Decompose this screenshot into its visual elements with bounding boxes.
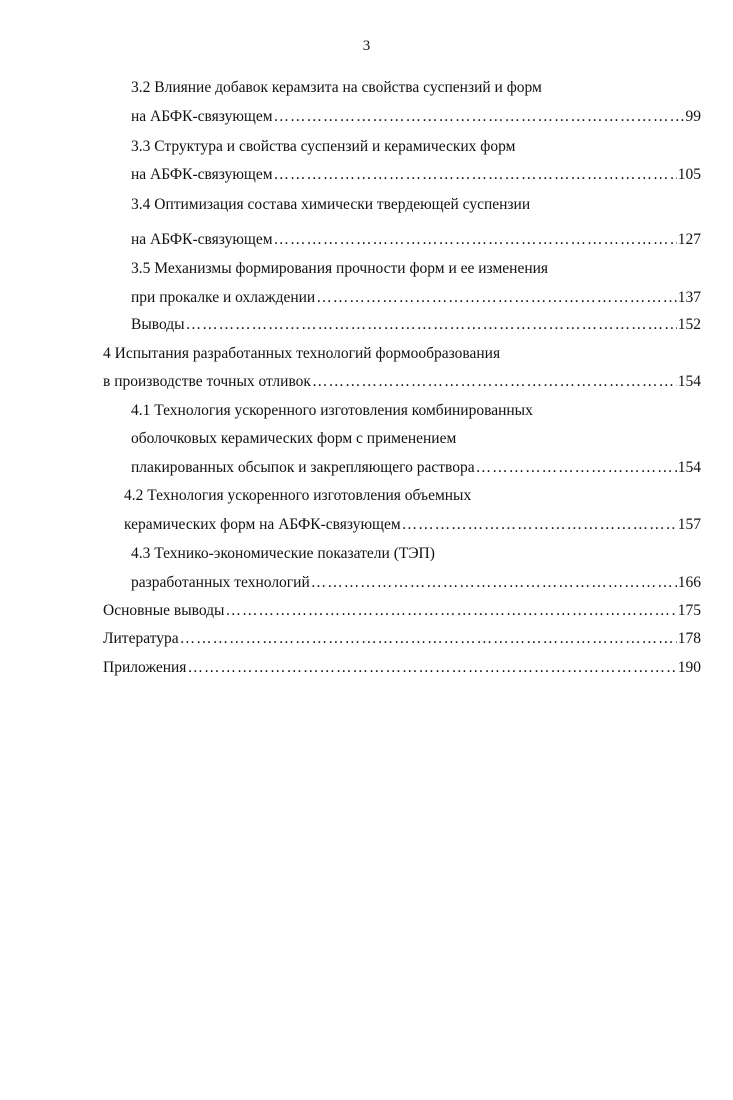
toc-leader-dots [225, 600, 676, 622]
toc-entry-text: 3.3 Структура и свойства суспензий и керамических форм [131, 138, 516, 155]
toc-entry-text: в производстве точных отливок [103, 373, 311, 390]
toc-leader-dots [187, 657, 676, 679]
toc-entry-heading [103, 343, 701, 365]
toc-entry [131, 164, 701, 186]
toc-entry-text: оболочковых керамических форм с применением [131, 430, 457, 447]
toc-entry-page: 178 [677, 630, 701, 647]
toc-leader-dots [311, 572, 677, 594]
page-number: 3 [362, 38, 371, 54]
toc-entry-page: 175 [677, 602, 701, 619]
toc-entry-text: керамических форм на АБФК-связующем [124, 516, 401, 533]
toc-entry-text: 4 Испытания разработанных технологий формообразования [103, 345, 501, 362]
toc-entry-text: при прокалке и охлаждении [131, 289, 316, 306]
toc-entry-text: 3.4 Оптимизация состава химически твердеющей суспензии [131, 196, 531, 213]
toc-entry [103, 600, 701, 622]
toc-entry [124, 514, 701, 536]
toc-entry-page: 99 [685, 108, 701, 125]
toc-entry-text: Литература [103, 630, 179, 647]
toc-entry-text: на АБФК-связующем [131, 108, 273, 125]
toc-leader-dots [312, 371, 677, 393]
toc-entry-text: 4.1 Технология ускоренного изготовления комбинированных [131, 402, 533, 419]
toc-entry-page: 127 [677, 231, 701, 248]
toc-entry-text: 4.3 Технико-экономические показатели (ТЭП) [131, 545, 435, 562]
toc-entry-text: на АБФК-связующем [131, 166, 273, 183]
toc-entry [103, 657, 701, 679]
toc-entry [131, 572, 701, 594]
toc-entry-heading [131, 543, 701, 565]
toc-leader-dots [274, 106, 685, 128]
toc-entry-text: Выводы [131, 316, 185, 333]
toc-entry [131, 457, 701, 479]
toc-entry-page: 166 [677, 574, 701, 591]
toc-entry-heading [131, 258, 701, 280]
toc-leader-dots [274, 229, 677, 251]
toc-entry-page: 154 [677, 459, 701, 476]
toc-entry-page: 154 [677, 373, 701, 390]
toc-entry-heading [131, 428, 701, 450]
toc-entry-heading [131, 77, 701, 99]
toc-entry-text: на АБФК-связующем [131, 231, 273, 248]
toc-entry-page: 157 [677, 516, 701, 533]
toc-leader-dots [186, 314, 677, 336]
toc-entry [103, 371, 701, 393]
toc-entry-page: 152 [677, 316, 701, 333]
toc-leader-dots [316, 287, 677, 309]
toc-entry-page: 137 [677, 289, 701, 306]
toc-entry-heading [131, 400, 701, 422]
toc-entry-page: 105 [677, 166, 701, 183]
toc-entry [131, 287, 701, 309]
toc-entry-text: 4.2 Технология ускоренного изготовления объемных [124, 487, 472, 504]
toc-leader-dots [274, 164, 677, 186]
toc-entry-text: Приложения [103, 659, 187, 676]
toc-entry [131, 106, 701, 128]
toc-entry-page: 190 [677, 659, 701, 676]
toc-entry-heading [131, 194, 701, 216]
toc-entry-text: плакированных обсыпок и закрепляющего раствора [131, 459, 475, 476]
toc-entry [131, 314, 701, 336]
toc-entry-heading [131, 136, 701, 158]
toc-entry-heading [124, 485, 701, 507]
toc-entry-text: 3.2 Влияние добавок керамзита на свойства суспензий и форм [131, 79, 542, 96]
toc-entry [131, 229, 701, 251]
toc-entry [103, 628, 701, 650]
toc-entry-text: 3.5 Механизмы формирования прочности форм и ее изменения [131, 260, 549, 277]
toc-leader-dots [180, 628, 677, 650]
toc-entry-text: разработанных технологий [131, 574, 310, 591]
toc-leader-dots [402, 514, 677, 536]
toc-leader-dots [476, 457, 677, 479]
toc-entry-text: Основные выводы [103, 602, 225, 619]
